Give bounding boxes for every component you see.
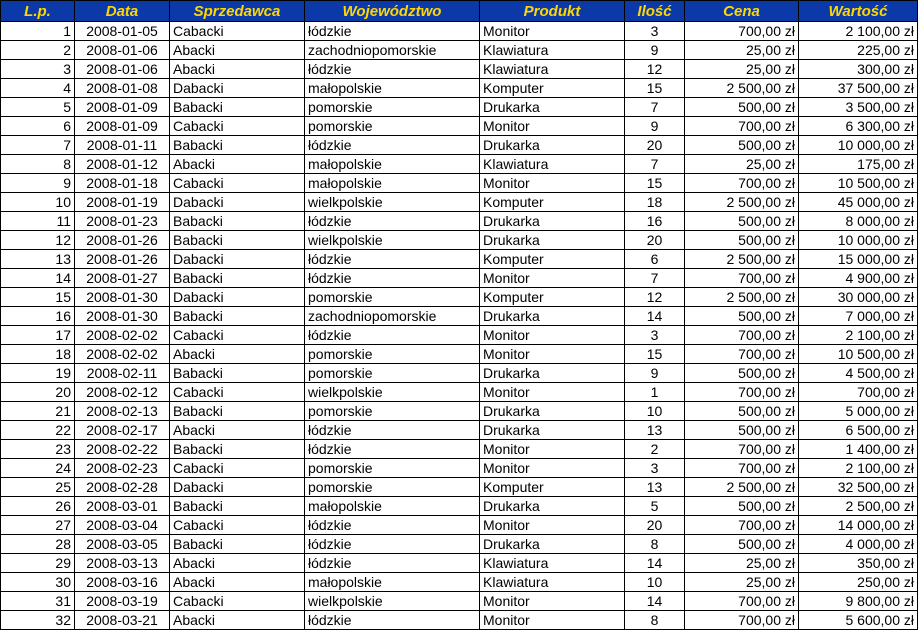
cell-lp[interactable]: 8 (1, 155, 75, 174)
cell-ilosc[interactable]: 3 (625, 326, 685, 345)
table-row (1, 326, 918, 345)
cell-wartosc[interactable]: 225,00 zł (799, 41, 918, 60)
cell-sprzedawca[interactable]: Abacki (170, 611, 305, 630)
cell-ilosc[interactable]: 13 (625, 421, 685, 440)
cell-cena[interactable]: 500,00 zł (685, 136, 799, 155)
table-row (1, 288, 918, 307)
cell-ilosc[interactable]: 12 (625, 60, 685, 79)
cell-data[interactable]: 2008-01-27 (75, 269, 170, 288)
cell-wartosc[interactable]: 700,00 zł (799, 383, 918, 402)
cell-ilosc[interactable]: 15 (625, 79, 685, 98)
cell-data[interactable]: 2008-03-19 (75, 592, 170, 611)
cell-cena[interactable]: 2 500,00 zł (685, 79, 799, 98)
header-cena[interactable]: Cena (685, 1, 799, 22)
cell-ilosc[interactable]: 18 (625, 193, 685, 212)
table-row (1, 364, 918, 383)
cell-data[interactable]: 2008-01-26 (75, 231, 170, 250)
cell-lp[interactable]: 14 (1, 269, 75, 288)
cell-wartosc[interactable]: 14 000,00 zł (799, 516, 918, 535)
table-row (1, 497, 918, 516)
cell-wojewodztwo[interactable]: wielkpolskie (305, 592, 480, 611)
cell-ilosc[interactable]: 6 (625, 250, 685, 269)
cell-sprzedawca[interactable]: Cabacki (170, 592, 305, 611)
cell-data[interactable]: 2008-02-22 (75, 440, 170, 459)
cell-lp[interactable]: 30 (1, 573, 75, 592)
cell-lp[interactable]: 2 (1, 41, 75, 60)
cell-ilosc[interactable]: 14 (625, 554, 685, 573)
table-row (1, 136, 918, 155)
cell-wartosc[interactable]: 6 300,00 zł (799, 117, 918, 136)
cell-cena[interactable]: 25,00 zł (685, 60, 799, 79)
cell-wojewodztwo[interactable]: pomorskie (305, 288, 480, 307)
cell-ilosc[interactable]: 2 (625, 440, 685, 459)
table-row (1, 60, 918, 79)
cell-wojewodztwo[interactable]: pomorskie (305, 364, 480, 383)
cell-lp[interactable]: 24 (1, 459, 75, 478)
cell-data[interactable]: 2008-01-09 (75, 117, 170, 136)
cell-sprzedawca[interactable]: Babacki (170, 307, 305, 326)
cell-produkt[interactable]: Monitor (480, 22, 625, 41)
cell-wartosc[interactable]: 10 500,00 zł (799, 345, 918, 364)
cell-ilosc[interactable]: 16 (625, 212, 685, 231)
cell-wojewodztwo[interactable]: łódzkie (305, 554, 480, 573)
cell-produkt[interactable]: Monitor (480, 516, 625, 535)
table-row (1, 269, 918, 288)
cell-wartosc[interactable]: 4 900,00 zł (799, 269, 918, 288)
cell-data[interactable]: 2008-02-02 (75, 326, 170, 345)
cell-sprzedawca[interactable]: Abacki (170, 573, 305, 592)
cell-wartosc[interactable]: 10 500,00 zł (799, 174, 918, 193)
cell-data[interactable]: 2008-01-23 (75, 212, 170, 231)
cell-produkt[interactable]: Monitor (480, 269, 625, 288)
cell-data[interactable]: 2008-02-13 (75, 402, 170, 421)
table-row (1, 174, 918, 193)
cell-sprzedawca[interactable]: Babacki (170, 212, 305, 231)
cell-produkt[interactable]: Monitor (480, 611, 625, 630)
cell-sprzedawca[interactable]: Babacki (170, 497, 305, 516)
cell-data[interactable]: 2008-01-26 (75, 250, 170, 269)
cell-ilosc[interactable]: 1 (625, 383, 685, 402)
cell-sprzedawca[interactable]: Babacki (170, 402, 305, 421)
cell-produkt[interactable]: Monitor (480, 440, 625, 459)
cell-wojewodztwo[interactable]: małopolskie (305, 573, 480, 592)
cell-wojewodztwo[interactable]: łódzkie (305, 269, 480, 288)
cell-ilosc[interactable]: 14 (625, 592, 685, 611)
cell-produkt[interactable]: Klawiatura (480, 155, 625, 174)
cell-sprzedawca[interactable]: Cabacki (170, 459, 305, 478)
cell-lp[interactable]: 5 (1, 98, 75, 117)
cell-sprzedawca[interactable]: Dabacki (170, 288, 305, 307)
cell-wartosc[interactable]: 15 000,00 zł (799, 250, 918, 269)
cell-cena[interactable]: 500,00 zł (685, 364, 799, 383)
cell-cena[interactable]: 700,00 zł (685, 22, 799, 41)
cell-produkt[interactable]: Klawiatura (480, 60, 625, 79)
cell-lp[interactable]: 7 (1, 136, 75, 155)
cell-wojewodztwo[interactable]: pomorskie (305, 98, 480, 117)
cell-wartosc[interactable]: 2 100,00 zł (799, 459, 918, 478)
cell-wartosc[interactable]: 37 500,00 zł (799, 79, 918, 98)
cell-lp[interactable]: 1 (1, 22, 75, 41)
cell-ilosc[interactable]: 9 (625, 41, 685, 60)
cell-ilosc[interactable]: 10 (625, 573, 685, 592)
cell-wartosc[interactable]: 4 500,00 zł (799, 364, 918, 383)
cell-wojewodztwo[interactable]: łódzkie (305, 440, 480, 459)
table-body (1, 22, 918, 630)
cell-cena[interactable]: 700,00 zł (685, 611, 799, 630)
cell-lp[interactable]: 15 (1, 288, 75, 307)
cell-data[interactable]: 2008-02-11 (75, 364, 170, 383)
cell-sprzedawca[interactable]: Abacki (170, 421, 305, 440)
cell-wartosc[interactable]: 45 000,00 zł (799, 193, 918, 212)
cell-wojewodztwo[interactable]: małopolskie (305, 79, 480, 98)
cell-wartosc[interactable]: 350,00 zł (799, 554, 918, 573)
cell-data[interactable]: 2008-03-05 (75, 535, 170, 554)
cell-produkt[interactable]: Monitor (480, 174, 625, 193)
cell-wojewodztwo[interactable]: małopolskie (305, 174, 480, 193)
cell-cena[interactable]: 25,00 zł (685, 554, 799, 573)
cell-cena[interactable]: 25,00 zł (685, 155, 799, 174)
cell-produkt[interactable]: Komputer (480, 288, 625, 307)
cell-cena[interactable]: 2 500,00 zł (685, 288, 799, 307)
cell-wartosc[interactable]: 30 000,00 zł (799, 288, 918, 307)
cell-sprzedawca[interactable]: Babacki (170, 136, 305, 155)
cell-sprzedawca[interactable]: Cabacki (170, 383, 305, 402)
cell-sprzedawca[interactable]: Cabacki (170, 117, 305, 136)
cell-lp[interactable]: 19 (1, 364, 75, 383)
table-row (1, 516, 918, 535)
table-row (1, 402, 918, 421)
cell-lp[interactable]: 21 (1, 402, 75, 421)
cell-data[interactable]: 2008-03-16 (75, 573, 170, 592)
cell-cena[interactable]: 500,00 zł (685, 231, 799, 250)
cell-wartosc[interactable]: 6 500,00 zł (799, 421, 918, 440)
cell-produkt[interactable]: Monitor (480, 592, 625, 611)
table-header (1, 1, 918, 22)
cell-wojewodztwo[interactable]: łódzkie (305, 535, 480, 554)
cell-wojewodztwo[interactable]: pomorskie (305, 402, 480, 421)
cell-wojewodztwo[interactable]: łódzkie (305, 421, 480, 440)
cell-produkt[interactable]: Drukarka (480, 98, 625, 117)
header-lp[interactable]: L.p. (1, 1, 75, 22)
cell-data[interactable]: 2008-01-11 (75, 136, 170, 155)
cell-produkt[interactable]: Drukarka (480, 307, 625, 326)
cell-wartosc[interactable]: 10 000,00 zł (799, 136, 918, 155)
cell-cena[interactable]: 700,00 zł (685, 592, 799, 611)
cell-cena[interactable]: 500,00 zł (685, 212, 799, 231)
cell-produkt[interactable]: Drukarka (480, 402, 625, 421)
cell-produkt[interactable]: Monitor (480, 326, 625, 345)
cell-wojewodztwo[interactable]: wielkpolskie (305, 231, 480, 250)
cell-sprzedawca[interactable]: Dabacki (170, 193, 305, 212)
cell-cena[interactable]: 700,00 zł (685, 516, 799, 535)
cell-wartosc[interactable]: 10 000,00 zł (799, 231, 918, 250)
cell-lp[interactable]: 31 (1, 592, 75, 611)
cell-produkt[interactable]: Monitor (480, 345, 625, 364)
cell-cena[interactable]: 25,00 zł (685, 573, 799, 592)
cell-wartosc[interactable]: 9 800,00 zł (799, 592, 918, 611)
cell-sprzedawca[interactable]: Babacki (170, 535, 305, 554)
cell-sprzedawca[interactable]: Abacki (170, 41, 305, 60)
cell-wartosc[interactable]: 175,00 zł (799, 155, 918, 174)
cell-produkt[interactable]: Drukarka (480, 535, 625, 554)
cell-wartosc[interactable]: 300,00 zł (799, 60, 918, 79)
cell-sprzedawca[interactable]: Babacki (170, 269, 305, 288)
cell-wojewodztwo[interactable]: łódzkie (305, 212, 480, 231)
cell-wartosc[interactable]: 8 000,00 zł (799, 212, 918, 231)
table-row (1, 117, 918, 136)
cell-data[interactable]: 2008-03-21 (75, 611, 170, 630)
cell-wojewodztwo[interactable]: łódzkie (305, 516, 480, 535)
cell-cena[interactable]: 25,00 zł (685, 41, 799, 60)
cell-produkt[interactable]: Klawiatura (480, 573, 625, 592)
cell-produkt[interactable]: Drukarka (480, 136, 625, 155)
cell-lp[interactable]: 10 (1, 193, 75, 212)
header-data[interactable]: Data (75, 1, 170, 22)
cell-sprzedawca[interactable]: Cabacki (170, 326, 305, 345)
table-row (1, 345, 918, 364)
cell-lp[interactable]: 11 (1, 212, 75, 231)
cell-produkt[interactable]: Komputer (480, 79, 625, 98)
cell-data[interactable]: 2008-03-04 (75, 516, 170, 535)
cell-ilosc[interactable]: 10 (625, 402, 685, 421)
cell-lp[interactable]: 27 (1, 516, 75, 535)
cell-data[interactable]: 2008-03-13 (75, 554, 170, 573)
cell-wojewodztwo[interactable]: pomorskie (305, 345, 480, 364)
cell-ilosc[interactable]: 3 (625, 22, 685, 41)
cell-wojewodztwo[interactable]: pomorskie (305, 459, 480, 478)
cell-ilosc[interactable]: 9 (625, 364, 685, 383)
cell-cena[interactable]: 700,00 zł (685, 459, 799, 478)
cell-produkt[interactable]: Monitor (480, 117, 625, 136)
cell-lp[interactable]: 12 (1, 231, 75, 250)
cell-sprzedawca[interactable]: Abacki (170, 345, 305, 364)
cell-wartosc[interactable]: 1 400,00 zł (799, 440, 918, 459)
table-row (1, 98, 918, 117)
header-wartosc[interactable]: Wartość (799, 1, 918, 22)
cell-produkt[interactable]: Drukarka (480, 364, 625, 383)
table-row (1, 41, 918, 60)
cell-lp[interactable]: 23 (1, 440, 75, 459)
cell-wojewodztwo[interactable]: łódzkie (305, 136, 480, 155)
cell-cena[interactable]: 2 500,00 zł (685, 193, 799, 212)
header-row (1, 1, 918, 22)
table-row (1, 554, 918, 573)
cell-cena[interactable]: 700,00 zł (685, 117, 799, 136)
table-row (1, 307, 918, 326)
header-wojewodztwo[interactable]: Województwo (305, 1, 480, 22)
cell-produkt[interactable]: Klawiatura (480, 41, 625, 60)
cell-wartosc[interactable]: 7 000,00 zł (799, 307, 918, 326)
cell-data[interactable]: 2008-01-30 (75, 288, 170, 307)
cell-wojewodztwo[interactable]: wielkpolskie (305, 383, 480, 402)
cell-lp[interactable]: 29 (1, 554, 75, 573)
cell-sprzedawca[interactable]: Dabacki (170, 250, 305, 269)
cell-cena[interactable]: 500,00 zł (685, 98, 799, 117)
cell-wojewodztwo[interactable]: wielkpolskie (305, 193, 480, 212)
cell-data[interactable]: 2008-01-18 (75, 174, 170, 193)
cell-data[interactable]: 2008-01-08 (75, 79, 170, 98)
cell-data[interactable]: 2008-01-05 (75, 22, 170, 41)
table-row (1, 611, 918, 630)
cell-wojewodztwo[interactable]: małopolskie (305, 497, 480, 516)
cell-data[interactable]: 2008-01-06 (75, 60, 170, 79)
cell-produkt[interactable]: Komputer (480, 193, 625, 212)
cell-wojewodztwo[interactable]: łódzkie (305, 611, 480, 630)
table-row (1, 383, 918, 402)
table-row (1, 459, 918, 478)
cell-ilosc[interactable]: 14 (625, 307, 685, 326)
cell-data[interactable]: 2008-01-06 (75, 41, 170, 60)
cell-lp[interactable]: 18 (1, 345, 75, 364)
cell-wartosc[interactable]: 2 100,00 zł (799, 326, 918, 345)
cell-sprzedawca[interactable]: Dabacki (170, 478, 305, 497)
cell-data[interactable]: 2008-02-02 (75, 345, 170, 364)
cell-sprzedawca[interactable]: Babacki (170, 231, 305, 250)
cell-ilosc[interactable]: 12 (625, 288, 685, 307)
cell-data[interactable]: 2008-01-30 (75, 307, 170, 326)
table-row (1, 231, 918, 250)
cell-ilosc[interactable]: 5 (625, 497, 685, 516)
cell-ilosc[interactable]: 7 (625, 98, 685, 117)
cell-wojewodztwo[interactable]: pomorskie (305, 478, 480, 497)
cell-ilosc[interactable]: 15 (625, 174, 685, 193)
cell-wartosc[interactable]: 3 500,00 zł (799, 98, 918, 117)
cell-data[interactable]: 2008-02-23 (75, 459, 170, 478)
cell-produkt[interactable]: Monitor (480, 459, 625, 478)
cell-lp[interactable]: 22 (1, 421, 75, 440)
cell-cena[interactable]: 500,00 zł (685, 497, 799, 516)
table-row (1, 421, 918, 440)
table-row (1, 478, 918, 497)
cell-ilosc[interactable]: 3 (625, 459, 685, 478)
cell-cena[interactable]: 700,00 zł (685, 174, 799, 193)
cell-produkt[interactable]: Komputer (480, 250, 625, 269)
cell-cena[interactable]: 700,00 zł (685, 440, 799, 459)
cell-wojewodztwo[interactable]: łódzkie (305, 60, 480, 79)
cell-sprzedawca[interactable]: Babacki (170, 440, 305, 459)
cell-wartosc[interactable]: 2 500,00 zł (799, 497, 918, 516)
cell-ilosc[interactable]: 13 (625, 478, 685, 497)
cell-produkt[interactable]: Monitor (480, 383, 625, 402)
cell-sprzedawca[interactable]: Babacki (170, 364, 305, 383)
cell-sprzedawca[interactable]: Cabacki (170, 174, 305, 193)
table-row (1, 22, 918, 41)
table-row (1, 573, 918, 592)
cell-ilosc[interactable]: 9 (625, 117, 685, 136)
cell-cena[interactable]: 500,00 zł (685, 307, 799, 326)
cell-produkt[interactable]: Drukarka (480, 231, 625, 250)
header-sprzedawca[interactable]: Sprzedawca (170, 1, 305, 22)
cell-cena[interactable]: 500,00 zł (685, 402, 799, 421)
cell-data[interactable]: 2008-01-09 (75, 98, 170, 117)
cell-wojewodztwo[interactable]: zachodniopomorskie (305, 41, 480, 60)
cell-lp[interactable]: 28 (1, 535, 75, 554)
cell-ilosc[interactable]: 20 (625, 231, 685, 250)
cell-wartosc[interactable]: 32 500,00 zł (799, 478, 918, 497)
cell-produkt[interactable]: Komputer (480, 478, 625, 497)
cell-lp[interactable]: 16 (1, 307, 75, 326)
cell-lp[interactable]: 26 (1, 497, 75, 516)
table-row (1, 155, 918, 174)
cell-cena[interactable]: 500,00 zł (685, 421, 799, 440)
cell-lp[interactable]: 32 (1, 611, 75, 630)
cell-lp[interactable]: 20 (1, 383, 75, 402)
cell-ilosc[interactable]: 20 (625, 136, 685, 155)
cell-wojewodztwo[interactable]: łódzkie (305, 22, 480, 41)
table-row (1, 535, 918, 554)
cell-cena[interactable]: 2 500,00 zł (685, 250, 799, 269)
cell-wojewodztwo[interactable]: zachodniopomorskie (305, 307, 480, 326)
cell-data[interactable]: 2008-02-12 (75, 383, 170, 402)
table-row (1, 592, 918, 611)
cell-data[interactable]: 2008-02-28 (75, 478, 170, 497)
cell-ilosc[interactable]: 8 (625, 611, 685, 630)
cell-lp[interactable]: 4 (1, 79, 75, 98)
cell-lp[interactable]: 9 (1, 174, 75, 193)
table-row (1, 79, 918, 98)
cell-ilosc[interactable]: 7 (625, 155, 685, 174)
cell-wojewodztwo[interactable]: łódzkie (305, 250, 480, 269)
cell-lp[interactable]: 3 (1, 60, 75, 79)
cell-wojewodztwo[interactable]: małopolskie (305, 155, 480, 174)
cell-wojewodztwo[interactable]: pomorskie (305, 117, 480, 136)
cell-lp[interactable]: 25 (1, 478, 75, 497)
cell-wartosc[interactable]: 5 600,00 zł (799, 611, 918, 630)
cell-sprzedawca[interactable]: Abacki (170, 60, 305, 79)
cell-data[interactable]: 2008-01-19 (75, 193, 170, 212)
cell-wartosc[interactable]: 2 100,00 zł (799, 22, 918, 41)
cell-produkt[interactable]: Drukarka (480, 497, 625, 516)
cell-lp[interactable]: 6 (1, 117, 75, 136)
cell-cena[interactable]: 2 500,00 zł (685, 478, 799, 497)
cell-sprzedawca[interactable]: Babacki (170, 98, 305, 117)
table-row (1, 212, 918, 231)
cell-lp[interactable]: 13 (1, 250, 75, 269)
table-row (1, 440, 918, 459)
cell-sprzedawca[interactable]: Cabacki (170, 516, 305, 535)
table-row (1, 193, 918, 212)
cell-wartosc[interactable]: 250,00 zł (799, 573, 918, 592)
header-produkt[interactable]: Produkt (480, 1, 625, 22)
cell-data[interactable]: 2008-01-12 (75, 155, 170, 174)
cell-ilosc[interactable]: 7 (625, 269, 685, 288)
cell-wartosc[interactable]: 4 000,00 zł (799, 535, 918, 554)
header-ilosc[interactable]: Ilość (625, 1, 685, 22)
cell-produkt[interactable]: Klawiatura (480, 554, 625, 573)
cell-sprzedawca[interactable]: Abacki (170, 155, 305, 174)
cell-cena[interactable]: 700,00 zł (685, 345, 799, 364)
cell-sprzedawca[interactable]: Cabacki (170, 22, 305, 41)
cell-sprzedawca[interactable]: Abacki (170, 554, 305, 573)
cell-cena[interactable]: 700,00 zł (685, 326, 799, 345)
table-row (1, 250, 918, 269)
cell-ilosc[interactable]: 20 (625, 516, 685, 535)
cell-data[interactable]: 2008-02-17 (75, 421, 170, 440)
cell-data[interactable]: 2008-03-01 (75, 497, 170, 516)
cell-lp[interactable]: 17 (1, 326, 75, 345)
cell-ilosc[interactable]: 8 (625, 535, 685, 554)
cell-produkt[interactable]: Drukarka (480, 212, 625, 231)
cell-ilosc[interactable]: 15 (625, 345, 685, 364)
cell-sprzedawca[interactable]: Dabacki (170, 79, 305, 98)
cell-produkt[interactable]: Drukarka (480, 421, 625, 440)
cell-wojewodztwo[interactable]: łódzkie (305, 326, 480, 345)
cell-cena[interactable]: 500,00 zł (685, 535, 799, 554)
cell-cena[interactable]: 700,00 zł (685, 269, 799, 288)
cell-cena[interactable]: 700,00 zł (685, 383, 799, 402)
cell-wartosc[interactable]: 5 000,00 zł (799, 402, 918, 421)
